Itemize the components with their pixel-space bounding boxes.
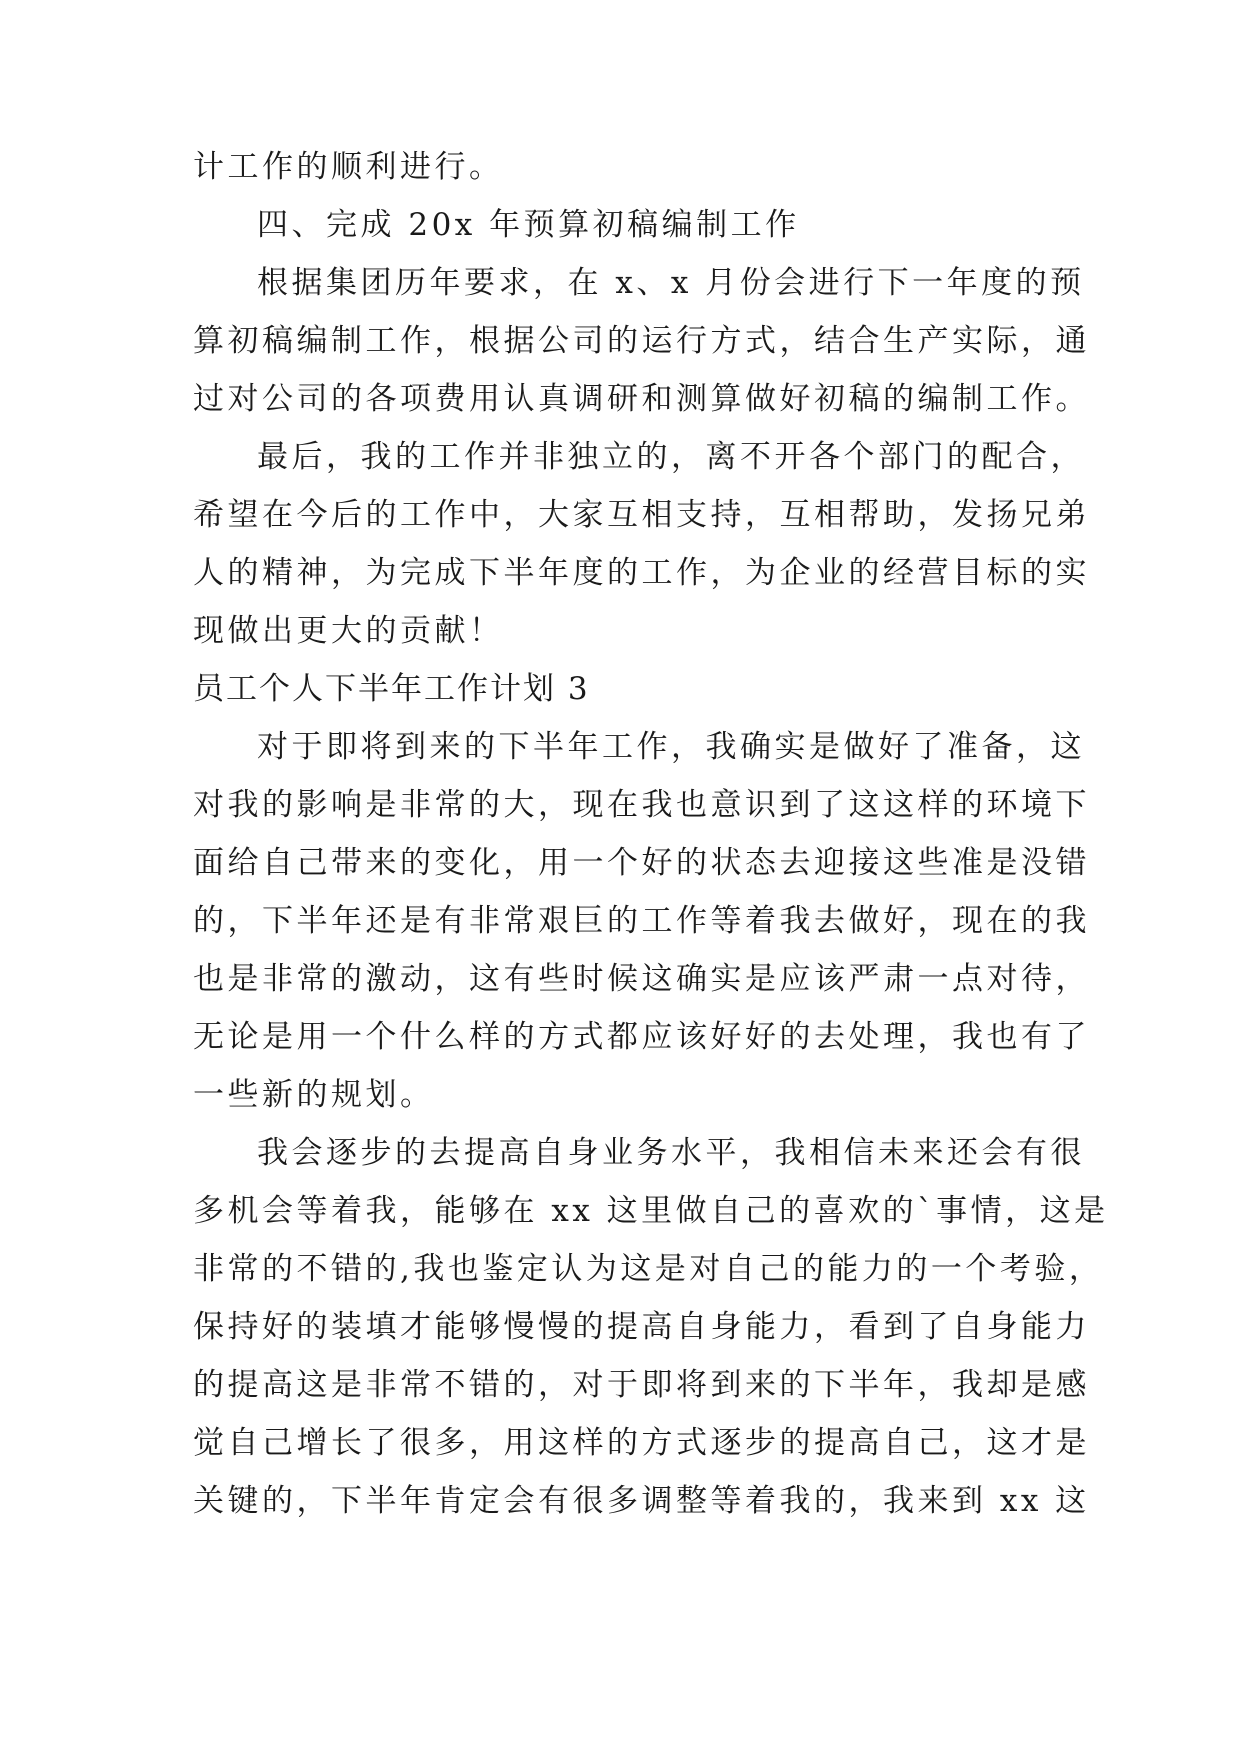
text-line: 非常的不错的,我也鉴定认为这是对自己的能力的一个考验， [193,1251,1104,1287]
text-line: 多机会等着我，能够在 xx 这里做自己的喜欢的`事情，这是 [193,1193,1109,1229]
text-line: 无论是用一个什么样的方式都应该好好的去处理，我也有了 [193,1019,1090,1055]
section-heading: 四、完成 20x 年预算初稿编制工作 [257,207,800,243]
text-line: 面给自己带来的变化，用一个好的状态去迎接这些准是没错 [193,845,1090,881]
text-line: 也是非常的激动，这有些时候这确实是应该严肃一点对待， [193,961,1090,997]
text-line: 关键的，下半年肯定会有很多调整等着我的，我来到 xx 这 [193,1483,1090,1519]
text-line: 一些新的规划。 [193,1077,435,1113]
text-line: 算初稿编制工作，根据公司的运行方式，结合生产实际，通 [193,323,1090,359]
text-line: 对于即将到来的下半年工作，我确实是做好了准备，这 [257,729,1085,765]
text-line: 觉自己增长了很多，用这样的方式逐步的提高自己，这才是 [193,1425,1090,1461]
text-line: 我会逐步的去提高自身业务水平，我相信未来还会有很 [257,1135,1085,1171]
text-line: 的提高这是非常不错的，对于即将到来的下半年，我却是感 [193,1367,1090,1403]
text-line: 计工作的顺利进行。 [193,149,504,185]
text-line: 保持好的装填才能够慢慢的提高自身能力，看到了自身能力 [193,1309,1090,1345]
text-line: 对我的影响是非常的大，现在我也意识到了这这样的环境下 [193,787,1090,823]
text-line: 过对公司的各项费用认真调研和测算做好初稿的编制工作。 [193,381,1090,417]
text-line: 根据集团历年要求，在 x、x 月份会进行下一年度的预 [257,265,1085,301]
text-line: 现做出更大的贡献！ [193,613,504,649]
text-line: 希望在今后的工作中，大家互相支持，互相帮助，发扬兄弟 [193,497,1090,533]
article-title: 员工个人下半年工作计划 3 [193,671,590,707]
text-line: 的，下半年还是有非常艰巨的工作等着我去做好，现在的我 [193,903,1090,939]
text-line: 最后，我的工作并非独立的，离不开各个部门的配合， [257,439,1085,475]
text-line: 人的精神，为完成下半年度的工作，为企业的经营目标的实 [193,555,1090,591]
